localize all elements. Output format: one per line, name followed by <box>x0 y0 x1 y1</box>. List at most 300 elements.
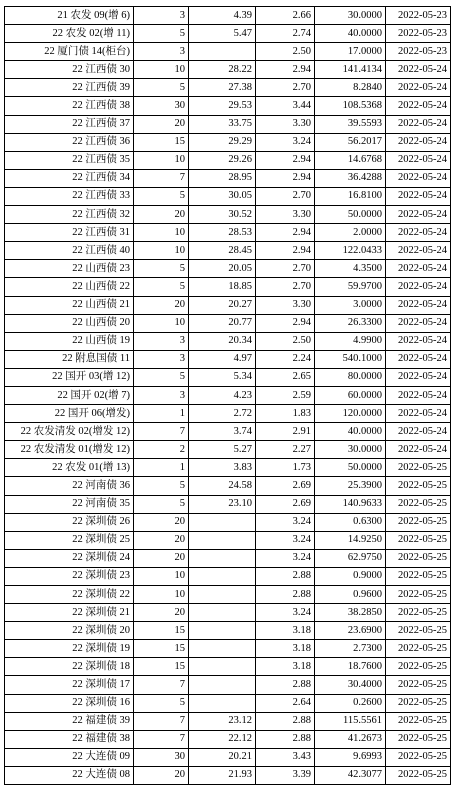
table-row <box>5 115 451 133</box>
term-cell: 5 <box>134 368 189 386</box>
table-row <box>5 604 451 622</box>
bond-name-cell: 22 农发清发 01(增发 12) <box>5 441 134 459</box>
amount-cell: 3.0000 <box>315 296 386 314</box>
table-row <box>5 441 451 459</box>
bond-name-cell: 22 江西债 35 <box>5 151 134 169</box>
bond-name-cell: 22 深圳债 24 <box>5 549 134 567</box>
table-row <box>5 658 451 676</box>
table-row <box>5 97 451 115</box>
table-row <box>5 712 451 730</box>
amount-cell: 60.0000 <box>315 386 386 404</box>
term-cell: 5 <box>134 260 189 278</box>
col3-value-cell <box>189 676 256 694</box>
rate-cell: 2.50 <box>256 43 315 61</box>
table-row <box>5 477 451 495</box>
amount-cell: 18.7600 <box>315 658 386 676</box>
rate-cell: 3.24 <box>256 531 315 549</box>
rate-cell: 3.24 <box>256 513 315 531</box>
rate-cell: 2.70 <box>256 187 315 205</box>
bond-name-cell: 22 国开 02(增 7) <box>5 386 134 404</box>
bond-name-cell: 22 山西债 20 <box>5 314 134 332</box>
amount-cell: 62.9750 <box>315 549 386 567</box>
col3-value-cell <box>189 513 256 531</box>
amount-cell: 56.2017 <box>315 133 386 151</box>
amount-cell: 4.3500 <box>315 260 386 278</box>
rate-cell: 2.74 <box>256 25 315 43</box>
date-cell: 2022-05-25 <box>386 712 451 730</box>
bond-name-cell: 22 江西债 39 <box>5 79 134 97</box>
rate-cell: 2.88 <box>256 712 315 730</box>
date-cell: 2022-05-25 <box>386 495 451 513</box>
term-cell: 3 <box>134 43 189 61</box>
col3-value-cell: 20.27 <box>189 296 256 314</box>
bond-name-cell: 22 深圳债 16 <box>5 694 134 712</box>
date-cell: 2022-05-25 <box>386 549 451 567</box>
term-cell: 15 <box>134 133 189 151</box>
rate-cell: 2.94 <box>256 224 315 242</box>
rate-cell: 2.94 <box>256 242 315 260</box>
term-cell: 7 <box>134 712 189 730</box>
table-row <box>5 187 451 205</box>
date-cell: 2022-05-24 <box>386 278 451 296</box>
table-row <box>5 169 451 187</box>
table-row <box>5 151 451 169</box>
term-cell: 5 <box>134 187 189 205</box>
bond-name-cell: 22 江西债 36 <box>5 133 134 151</box>
col3-value-cell: 30.52 <box>189 206 256 224</box>
rate-cell: 3.43 <box>256 748 315 766</box>
table-row <box>5 405 451 423</box>
rate-cell: 2.88 <box>256 567 315 585</box>
bond-issuance-table <box>4 6 451 785</box>
bond-name-cell: 22 江西债 32 <box>5 206 134 224</box>
table-row <box>5 676 451 694</box>
amount-cell: 108.5368 <box>315 97 386 115</box>
bond-name-cell: 22 厦门债 14(柜台) <box>5 43 134 61</box>
col3-value-cell <box>189 604 256 622</box>
amount-cell: 50.0000 <box>315 206 386 224</box>
bond-name-cell: 22 福建债 38 <box>5 730 134 748</box>
col3-value-cell: 4.23 <box>189 386 256 404</box>
table-row <box>5 61 451 79</box>
table-row <box>5 495 451 513</box>
rate-cell: 2.94 <box>256 314 315 332</box>
amount-cell: 115.5561 <box>315 712 386 730</box>
bond-name-cell: 22 山西债 19 <box>5 332 134 350</box>
amount-cell: 0.6300 <box>315 513 386 531</box>
bond-name-cell: 22 江西债 33 <box>5 187 134 205</box>
bond-name-cell: 22 江西债 30 <box>5 61 134 79</box>
rate-cell: 2.24 <box>256 350 315 368</box>
col3-value-cell: 4.97 <box>189 350 256 368</box>
term-cell: 20 <box>134 206 189 224</box>
bond-name-cell: 22 深圳债 19 <box>5 640 134 658</box>
term-cell: 3 <box>134 7 189 25</box>
col3-value-cell: 3.83 <box>189 459 256 477</box>
term-cell: 7 <box>134 423 189 441</box>
term-cell: 1 <box>134 459 189 477</box>
col3-value-cell: 20.77 <box>189 314 256 332</box>
bond-name-cell: 22 深圳债 17 <box>5 676 134 694</box>
date-cell: 2022-05-24 <box>386 386 451 404</box>
term-cell: 15 <box>134 622 189 640</box>
rate-cell: 1.83 <box>256 405 315 423</box>
date-cell: 2022-05-24 <box>386 405 451 423</box>
rate-cell: 2.64 <box>256 694 315 712</box>
rate-cell: 2.70 <box>256 260 315 278</box>
amount-cell: 0.2600 <box>315 694 386 712</box>
bond-name-cell: 22 农发 02(增 11) <box>5 25 134 43</box>
date-cell: 2022-05-24 <box>386 79 451 97</box>
col3-value-cell <box>189 694 256 712</box>
bond-name-cell: 22 江西债 38 <box>5 97 134 115</box>
rate-cell: 3.24 <box>256 604 315 622</box>
date-cell: 2022-05-25 <box>386 531 451 549</box>
table-row <box>5 531 451 549</box>
amount-cell: 2.0000 <box>315 224 386 242</box>
date-cell: 2022-05-24 <box>386 115 451 133</box>
date-cell: 2022-05-25 <box>386 459 451 477</box>
bond-name-cell: 22 附息国债 11 <box>5 350 134 368</box>
table-row <box>5 513 451 531</box>
amount-cell: 14.9250 <box>315 531 386 549</box>
amount-cell: 14.6768 <box>315 151 386 169</box>
amount-cell: 36.4288 <box>315 169 386 187</box>
col3-value-cell <box>189 640 256 658</box>
bond-name-cell: 22 河南债 35 <box>5 495 134 513</box>
amount-cell: 4.9900 <box>315 332 386 350</box>
amount-cell: 30.0000 <box>315 441 386 459</box>
term-cell: 20 <box>134 115 189 133</box>
term-cell: 10 <box>134 151 189 169</box>
col3-value-cell <box>189 43 256 61</box>
date-cell: 2022-05-24 <box>386 206 451 224</box>
term-cell: 15 <box>134 658 189 676</box>
amount-cell: 42.3077 <box>315 766 386 784</box>
amount-cell: 540.1000 <box>315 350 386 368</box>
rate-cell: 2.50 <box>256 332 315 350</box>
table-row <box>5 350 451 368</box>
amount-cell: 120.0000 <box>315 405 386 423</box>
term-cell: 10 <box>134 314 189 332</box>
rate-cell: 2.88 <box>256 730 315 748</box>
rate-cell: 2.91 <box>256 423 315 441</box>
date-cell: 2022-05-24 <box>386 151 451 169</box>
date-cell: 2022-05-25 <box>386 513 451 531</box>
date-cell: 2022-05-23 <box>386 25 451 43</box>
bond-name-cell: 22 深圳债 22 <box>5 586 134 604</box>
term-cell: 10 <box>134 567 189 585</box>
col3-value-cell: 5.47 <box>189 25 256 43</box>
amount-cell: 30.0000 <box>315 7 386 25</box>
term-cell: 30 <box>134 748 189 766</box>
col3-value-cell: 20.34 <box>189 332 256 350</box>
term-cell: 15 <box>134 640 189 658</box>
amount-cell: 8.2840 <box>315 79 386 97</box>
col3-value-cell: 20.21 <box>189 748 256 766</box>
col3-value-cell: 27.38 <box>189 79 256 97</box>
term-cell: 3 <box>134 332 189 350</box>
term-cell: 20 <box>134 531 189 549</box>
rate-cell: 2.59 <box>256 386 315 404</box>
col3-value-cell: 33.75 <box>189 115 256 133</box>
amount-cell: 38.2850 <box>315 604 386 622</box>
table-row <box>5 79 451 97</box>
amount-cell: 122.0433 <box>315 242 386 260</box>
amount-cell: 25.3900 <box>315 477 386 495</box>
term-cell: 7 <box>134 676 189 694</box>
date-cell: 2022-05-25 <box>386 748 451 766</box>
term-cell: 7 <box>134 169 189 187</box>
term-cell: 5 <box>134 25 189 43</box>
table-row <box>5 586 451 604</box>
term-cell: 10 <box>134 224 189 242</box>
term-cell: 20 <box>134 549 189 567</box>
term-cell: 5 <box>134 79 189 97</box>
date-cell: 2022-05-24 <box>386 97 451 115</box>
table-row <box>5 423 451 441</box>
amount-cell: 23.6900 <box>315 622 386 640</box>
rate-cell: 2.66 <box>256 7 315 25</box>
col3-value-cell: 2.72 <box>189 405 256 423</box>
col3-value-cell: 3.74 <box>189 423 256 441</box>
term-cell: 5 <box>134 495 189 513</box>
table-row <box>5 622 451 640</box>
amount-cell: 0.9000 <box>315 567 386 585</box>
date-cell: 2022-05-24 <box>386 441 451 459</box>
table-row <box>5 314 451 332</box>
col3-value-cell: 28.53 <box>189 224 256 242</box>
col3-value-cell <box>189 567 256 585</box>
amount-cell: 26.3300 <box>315 314 386 332</box>
amount-cell: 80.0000 <box>315 368 386 386</box>
date-cell: 2022-05-25 <box>386 766 451 784</box>
bond-name-cell: 22 深圳债 25 <box>5 531 134 549</box>
bond-name-cell: 22 河南债 36 <box>5 477 134 495</box>
col3-value-cell: 28.45 <box>189 242 256 260</box>
table-row <box>5 730 451 748</box>
term-cell: 20 <box>134 766 189 784</box>
bond-name-cell: 22 江西债 40 <box>5 242 134 260</box>
table-row <box>5 459 451 477</box>
table-row <box>5 133 451 151</box>
rate-cell: 3.24 <box>256 549 315 567</box>
rate-cell: 1.73 <box>256 459 315 477</box>
bond-name-cell: 22 深圳债 26 <box>5 513 134 531</box>
amount-cell: 39.5593 <box>315 115 386 133</box>
table-body <box>5 7 451 785</box>
term-cell: 2 <box>134 441 189 459</box>
bond-name-cell: 22 深圳债 21 <box>5 604 134 622</box>
date-cell: 2022-05-25 <box>386 604 451 622</box>
bond-name-cell: 22 深圳债 20 <box>5 622 134 640</box>
table-row <box>5 260 451 278</box>
table-row <box>5 7 451 25</box>
rate-cell: 2.94 <box>256 169 315 187</box>
amount-cell: 17.0000 <box>315 43 386 61</box>
amount-cell: 9.6993 <box>315 748 386 766</box>
date-cell: 2022-05-24 <box>386 296 451 314</box>
col3-value-cell: 28.22 <box>189 61 256 79</box>
date-cell: 2022-05-24 <box>386 368 451 386</box>
date-cell: 2022-05-24 <box>386 169 451 187</box>
term-cell: 30 <box>134 97 189 115</box>
date-cell: 2022-05-25 <box>386 640 451 658</box>
term-cell: 5 <box>134 278 189 296</box>
bond-name-cell: 22 国开 03(增 12) <box>5 368 134 386</box>
rate-cell: 2.65 <box>256 368 315 386</box>
date-cell: 2022-05-25 <box>386 477 451 495</box>
table-row <box>5 386 451 404</box>
date-cell: 2022-05-25 <box>386 567 451 585</box>
date-cell: 2022-05-24 <box>386 187 451 205</box>
col3-value-cell: 29.26 <box>189 151 256 169</box>
table-row <box>5 43 451 61</box>
table-row <box>5 694 451 712</box>
date-cell: 2022-05-23 <box>386 7 451 25</box>
table-row <box>5 549 451 567</box>
rate-cell: 3.30 <box>256 115 315 133</box>
date-cell: 2022-05-24 <box>386 314 451 332</box>
col3-value-cell <box>189 586 256 604</box>
table-row <box>5 748 451 766</box>
term-cell: 10 <box>134 586 189 604</box>
table-row <box>5 296 451 314</box>
col3-value-cell: 21.93 <box>189 766 256 784</box>
rate-cell: 2.88 <box>256 676 315 694</box>
amount-cell: 141.4134 <box>315 61 386 79</box>
date-cell: 2022-05-24 <box>386 260 451 278</box>
bond-name-cell: 22 农发清发 02(增发 12) <box>5 423 134 441</box>
rate-cell: 3.24 <box>256 133 315 151</box>
bond-name-cell: 22 山西债 23 <box>5 260 134 278</box>
rate-cell: 3.44 <box>256 97 315 115</box>
rate-cell: 3.18 <box>256 622 315 640</box>
amount-cell: 40.0000 <box>315 423 386 441</box>
rate-cell: 2.88 <box>256 586 315 604</box>
term-cell: 7 <box>134 730 189 748</box>
col3-value-cell: 28.95 <box>189 169 256 187</box>
table-row <box>5 224 451 242</box>
bond-name-cell: 22 江西债 37 <box>5 115 134 133</box>
table-row <box>5 242 451 260</box>
rate-cell: 3.30 <box>256 296 315 314</box>
col3-value-cell <box>189 622 256 640</box>
rate-cell: 3.30 <box>256 206 315 224</box>
date-cell: 2022-05-23 <box>386 43 451 61</box>
rate-cell: 2.69 <box>256 495 315 513</box>
table-row <box>5 332 451 350</box>
col3-value-cell: 29.53 <box>189 97 256 115</box>
col3-value-cell: 5.27 <box>189 441 256 459</box>
rate-cell: 2.94 <box>256 61 315 79</box>
rate-cell: 2.69 <box>256 477 315 495</box>
rate-cell: 2.70 <box>256 79 315 97</box>
bond-name-cell: 21 农发 09(增 6) <box>5 7 134 25</box>
table-row <box>5 766 451 784</box>
date-cell: 2022-05-24 <box>386 350 451 368</box>
col3-value-cell: 23.12 <box>189 712 256 730</box>
date-cell: 2022-05-24 <box>386 242 451 260</box>
term-cell: 3 <box>134 350 189 368</box>
table-row <box>5 567 451 585</box>
date-cell: 2022-05-25 <box>386 622 451 640</box>
term-cell: 20 <box>134 513 189 531</box>
bond-name-cell: 22 深圳债 23 <box>5 567 134 585</box>
table-row <box>5 206 451 224</box>
rate-cell: 3.39 <box>256 766 315 784</box>
col3-value-cell: 23.10 <box>189 495 256 513</box>
amount-cell: 140.9633 <box>315 495 386 513</box>
amount-cell: 2.7300 <box>315 640 386 658</box>
date-cell: 2022-05-25 <box>386 730 451 748</box>
bond-name-cell: 22 山西债 21 <box>5 296 134 314</box>
col3-value-cell: 24.58 <box>189 477 256 495</box>
bond-name-cell: 22 山西债 22 <box>5 278 134 296</box>
col3-value-cell: 22.12 <box>189 730 256 748</box>
rate-cell: 2.70 <box>256 278 315 296</box>
table-row <box>5 25 451 43</box>
table-row <box>5 368 451 386</box>
term-cell: 10 <box>134 242 189 260</box>
date-cell: 2022-05-24 <box>386 61 451 79</box>
term-cell: 20 <box>134 604 189 622</box>
bond-name-cell: 22 深圳债 18 <box>5 658 134 676</box>
date-cell: 2022-05-25 <box>386 586 451 604</box>
rate-cell: 2.27 <box>256 441 315 459</box>
rate-cell: 3.18 <box>256 658 315 676</box>
amount-cell: 50.0000 <box>315 459 386 477</box>
col3-value-cell: 20.05 <box>189 260 256 278</box>
amount-cell: 59.9700 <box>315 278 386 296</box>
date-cell: 2022-05-25 <box>386 676 451 694</box>
col3-value-cell: 5.34 <box>189 368 256 386</box>
term-cell: 5 <box>134 694 189 712</box>
term-cell: 3 <box>134 386 189 404</box>
amount-cell: 16.8100 <box>315 187 386 205</box>
date-cell: 2022-05-24 <box>386 133 451 151</box>
col3-value-cell: 30.05 <box>189 187 256 205</box>
term-cell: 1 <box>134 405 189 423</box>
date-cell: 2022-05-24 <box>386 224 451 242</box>
col3-value-cell: 4.39 <box>189 7 256 25</box>
bond-name-cell: 22 农发 01(增 13) <box>5 459 134 477</box>
amount-cell: 41.2673 <box>315 730 386 748</box>
bond-name-cell: 22 福建债 39 <box>5 712 134 730</box>
term-cell: 20 <box>134 296 189 314</box>
amount-cell: 30.4000 <box>315 676 386 694</box>
amount-cell: 0.9600 <box>315 586 386 604</box>
col3-value-cell: 18.85 <box>189 278 256 296</box>
bond-name-cell: 22 江西债 34 <box>5 169 134 187</box>
date-cell: 2022-05-25 <box>386 694 451 712</box>
amount-cell: 40.0000 <box>315 25 386 43</box>
rate-cell: 2.94 <box>256 151 315 169</box>
date-cell: 2022-05-25 <box>386 658 451 676</box>
bond-name-cell: 22 国开 06(增发) <box>5 405 134 423</box>
term-cell: 5 <box>134 477 189 495</box>
table-row <box>5 278 451 296</box>
col3-value-cell: 29.29 <box>189 133 256 151</box>
bond-name-cell: 22 江西债 31 <box>5 224 134 242</box>
term-cell: 10 <box>134 61 189 79</box>
col3-value-cell <box>189 549 256 567</box>
bond-name-cell: 22 大连债 08 <box>5 766 134 784</box>
table-row <box>5 640 451 658</box>
col3-value-cell <box>189 658 256 676</box>
rate-cell: 3.18 <box>256 640 315 658</box>
col3-value-cell <box>189 531 256 549</box>
